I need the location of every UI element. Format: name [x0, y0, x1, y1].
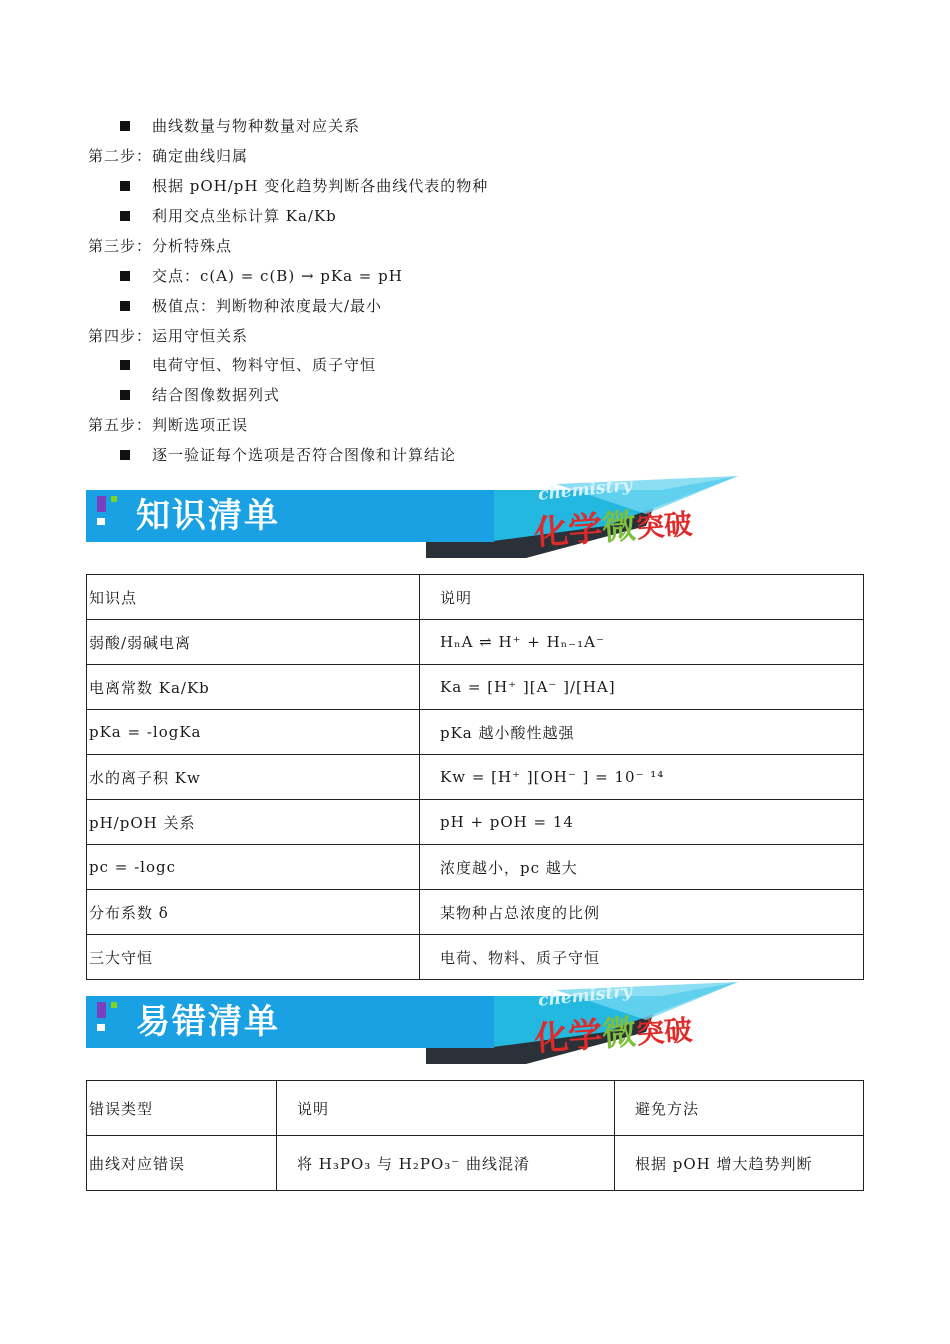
step-heading: 第二步：确定曲线归属	[88, 147, 249, 165]
table-row: pKa = -logKa pKa 越小酸性越强	[87, 710, 864, 755]
bullet-item: 交点：c(A) = c(B) → pKa = pH	[120, 265, 403, 287]
brand-logo: 化学微突破	[533, 506, 694, 554]
bullet-square-icon	[120, 301, 130, 311]
banner-chemistry-text: chemistry	[537, 475, 634, 505]
bullet-item: 曲线数量与物种数量对应关系	[120, 115, 360, 137]
bullet-item: 利用交点坐标计算 Ka/Kb	[120, 205, 337, 227]
bullet-item: 结合图像数据列式	[120, 384, 280, 406]
table-header-row: 知识点 说明	[87, 575, 864, 620]
error-table	[86, 1080, 864, 1191]
step-heading: 第四步：运用守恒关系	[88, 327, 249, 345]
brand-logo: 化学微突破	[533, 1012, 694, 1060]
bullet-square-icon	[120, 211, 130, 221]
banner-mark-green	[111, 496, 117, 502]
bullet-square-icon	[120, 181, 130, 191]
banner-mark-purple	[97, 1002, 106, 1018]
section-banner-errors	[86, 980, 746, 1070]
table-row: 曲线对应错误 将 H₃PO₃ 与 H₂PO₃⁻ 曲线混淆 根据 pOH 增大趋势判断	[87, 1136, 864, 1191]
banner-mark-green	[111, 1002, 117, 1008]
bullet-item: 极值点：判断物种浓度最大/最小	[120, 295, 382, 317]
bullet-square-icon	[120, 121, 130, 131]
section-banner-knowledge	[86, 474, 746, 564]
knowledge-table	[86, 574, 864, 980]
table-row: 弱酸/弱碱电离 HₙA ⇌ H⁺ + Hₙ₋₁A⁻	[87, 620, 864, 665]
banner-chemistry-text: chemistry	[537, 981, 634, 1011]
bullet-square-icon	[120, 450, 130, 460]
banner-title: 知识清单	[136, 496, 280, 536]
table-header-row: 错误类型 说明 避免方法	[87, 1081, 864, 1136]
bullet-item: 电荷守恒、物料守恒、质子守恒	[120, 354, 376, 376]
table-row: 分布系数 δ 某物种占总浓度的比例	[87, 890, 864, 935]
bullet-square-icon	[120, 360, 130, 370]
table-row: 电离常数 Ka/Kb Ka = [H⁺ ][A⁻ ]/[HA]	[87, 665, 864, 710]
step-heading: 第五步：判断选项正误	[88, 416, 249, 434]
table-row: 三大守恒 电荷、物料、质子守恒	[87, 935, 864, 980]
banner-mark-white	[97, 1024, 105, 1031]
table-row: pc = -logc 浓度越小，pc 越大	[87, 845, 864, 890]
table-row: pH/pOH 关系 pH + pOH = 14	[87, 800, 864, 845]
step-heading: 第三步：分析特殊点	[88, 237, 233, 255]
bullet-item: 逐一验证每个选项是否符合图像和计算结论	[120, 444, 456, 466]
bullet-square-icon	[120, 271, 130, 281]
table-row: 水的离子积 Kw Kw = [H⁺ ][OH⁻ ] = 10⁻ ¹⁴	[87, 755, 864, 800]
banner-mark-purple	[97, 496, 106, 512]
banner-mark-white	[97, 518, 105, 525]
bullet-square-icon	[120, 390, 130, 400]
banner-title: 易错清单	[136, 1002, 280, 1042]
bullet-item: 根据 pOH/pH 变化趋势判断各曲线代表的物种	[120, 175, 488, 197]
